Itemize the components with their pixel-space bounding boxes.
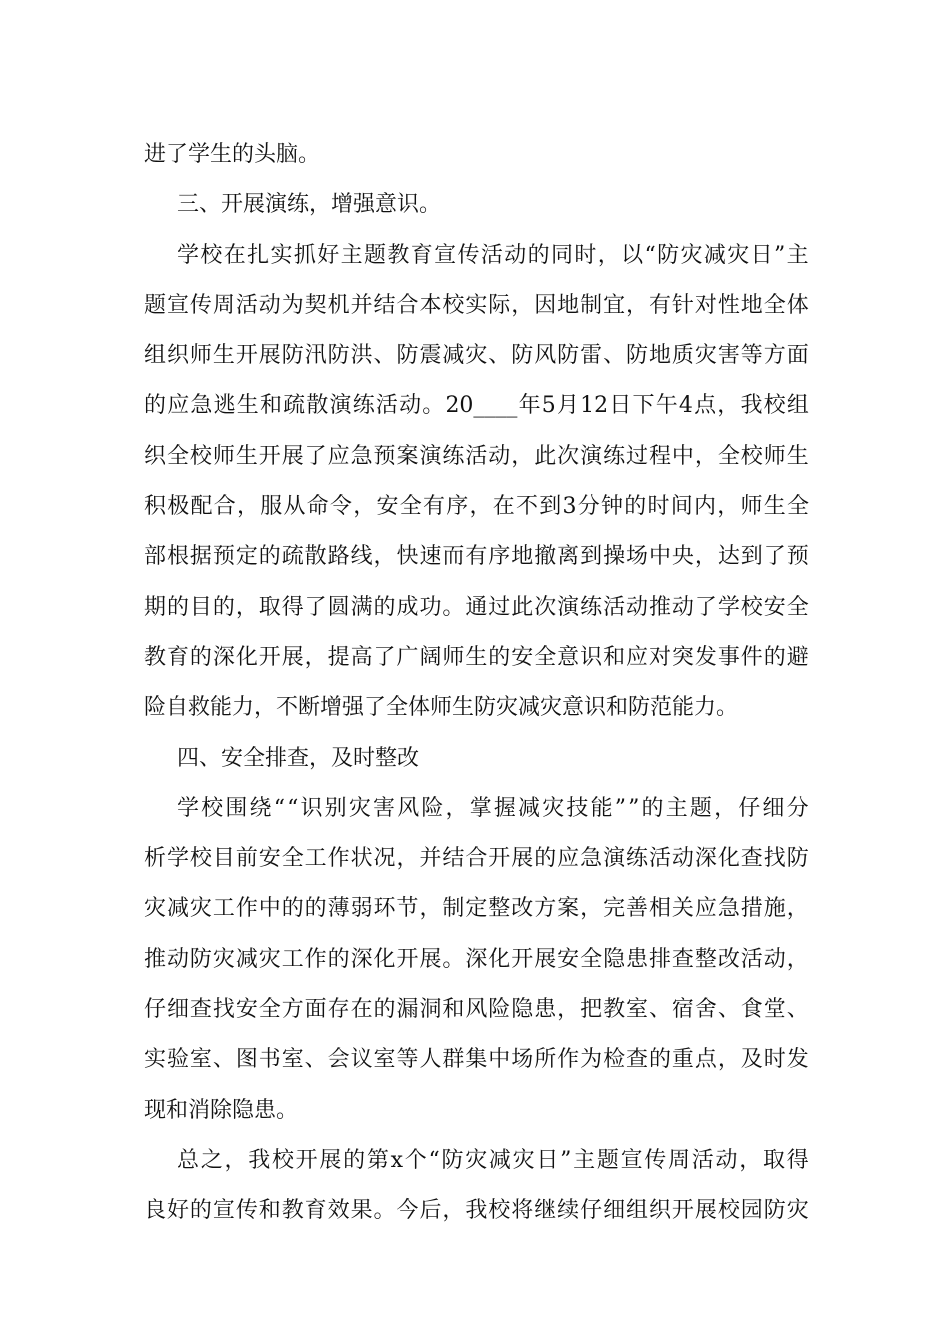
text-line: 推 动 防 灾 减 灾 工 作 的 深 化 开 展 。 深 化 开 展 安 全 隐 患 排 查 整 改 活 动 ， [144,946,809,972]
text-line: 期 的 目 的 ， 取 得 了 圆 满 的 成 功 。 通 过 此 次 演 练 活 动 推 动 了 学 校 安 全 [144,594,809,620]
text-line: 教 育 的 深 化 开 展 ， 提 高 了 广 阔 师 生 的 安 全 意 识 和 应 对 突 发 事 件 的 避 [144,644,809,670]
text-line: 积 极 配 合 ， 服 从 命 令 ， 安 全 有 序 ， 在 不 到 3 分 钟 的 时 间 内 ， 师 生 全 [144,494,809,520]
text-line: 良 好 的 宣 传 和 教 育 效 果 。 今 后 ， 我 校 将 继 续 仔 细 组 织 开 展 校 园 防 灾 [144,1198,809,1224]
body-text [144,130,809,1237]
text-line: 析 学 校 目 前 安 全 工 作 状 况 ， 并 结 合 开 展 的 应 急 演 练 活 动 深 化 查 找 防 [144,846,809,872]
text-line: 学 校 围 绕 “ “ 识 别 灾 害 风 险 ， 掌 握 减 灾 技 能 ” ” 的 主 题 ， 仔 细 分 [177,795,809,821]
text-line: 四、安全排查，及时整改 [177,745,420,771]
text-line: 组 织 师 生 开 展 防 汛 防 洪 、 防 震 减 灾 、 防 风 防 雷 、 防 地 质 灾 害 等 方 面 [144,343,809,369]
text-line: 三、开展演练，增强意识。 [177,192,442,218]
text-line: 实 验 室 、 图 书 室 、 会 议 室 等 人 群 集 中 场 所 作 为 检 查 的 重 点 ， 及 时 发 [144,1047,809,1073]
text-line: 总 之 ， 我 校 开 展 的 第 x 个 “ 防 灾 减 灾 日 ” 主 题 宣 传 周 活 动 ， 取 得 [177,1147,809,1173]
text-line: 进了学生的头脑。 [144,142,321,167]
text-line: 险自救能力，不断增强了全体师生防灾减灾意识和防范能力。 [144,695,739,721]
text-line: 学 校 在 扎 实 抓 好 主 题 教 育 宣 传 活 动 的 同 时 ， 以 “ 防 灾 减 灾 日 ” 主 [177,242,809,268]
text-line: 的 应 急 逃 生 和 疏 散 演 练 活 动 。 20____ 年 5 月 12 日 下 午 4 点 ， 我 校 组 [144,393,809,419]
text-line: 部 根 据 预 定 的 疏 散 路 线 ， 快 速 而 有 序 地 撤 离 到 操 场 中 央 ， 达 到 了 预 [144,544,809,570]
text-line: 仔 细 查 找 安 全 方 面 存 在 的 漏 洞 和 风 险 隐 患 ， 把 教 室 、 宿 舍 、 食 堂 、 [144,997,809,1023]
text-line: 题 宣 传 周 活 动 为 契 机 并 结 合 本 校 实 际 ， 因 地 制 宜 ， 有 针 对 性 地 全 体 [144,292,809,318]
text-line: 织 全 校 师 生 开 展 了 应 急 预 案 演 练 活 动 ， 此 次 演 练 过 程 中 ， 全 校 师 生 [144,443,809,469]
text-line: 灾 减 灾 工 作 中 的 的 薄 弱 环 节 ， 制 定 整 改 方 案 ， 完 善 相 关 应 急 措 施 ， [144,896,809,922]
text-line: 现和消除隐患。 [144,1097,299,1123]
